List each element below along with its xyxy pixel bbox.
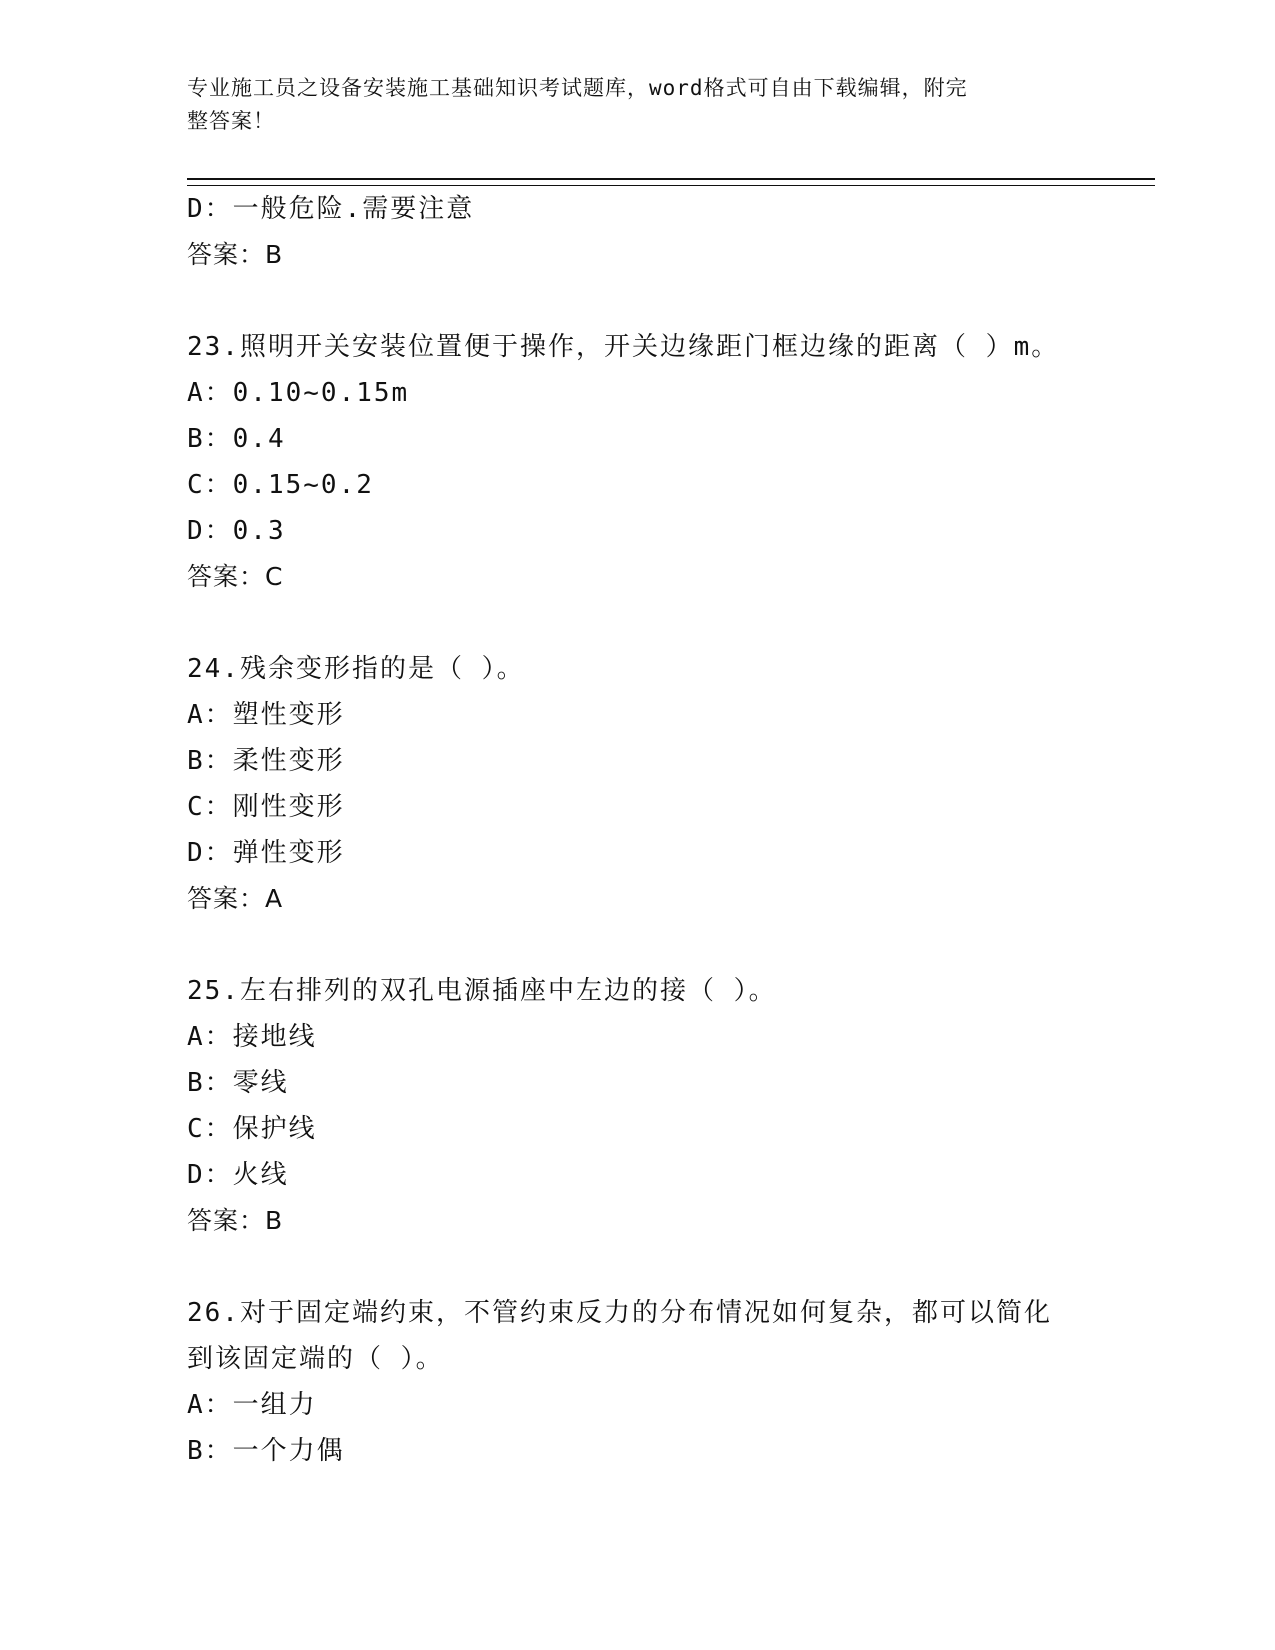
option-d: D：0.3 — [187, 516, 286, 546]
answer-line: 答案：B — [187, 1206, 284, 1235]
document-header — [187, 72, 1067, 138]
option-b: B：零线 — [187, 1068, 289, 1098]
option-a: A：塑性变形 — [187, 700, 345, 730]
question-26 — [187, 1290, 1155, 1474]
question-25 — [187, 968, 1155, 1244]
option-b: B：一个力偶 — [187, 1436, 345, 1466]
question-23 — [187, 324, 1155, 600]
option-a: A：接地线 — [187, 1022, 317, 1052]
option-c: C：保护线 — [187, 1114, 317, 1144]
option-d: D：弹性变形 — [187, 838, 345, 868]
question-text: 23.照明开关安装位置便于操作，开关边缘距门框边缘的距离（ ）m。 — [187, 332, 1060, 362]
option-b: B：柔性变形 — [187, 746, 345, 776]
question-text-line-2: 到该固定端的（ ）。 — [187, 1344, 444, 1374]
header-divider — [187, 178, 1155, 186]
question-text-line-1: 26.对于固定端约束，不管约束反力的分布情况如何复杂，都可以简化 — [187, 1298, 1052, 1328]
header-line-2: 整答案！ — [187, 109, 275, 133]
answer-line: 答案：A — [187, 884, 284, 913]
question-text: 24.残余变形指的是（ ）。 — [187, 654, 525, 684]
answer-line: 答案：B — [187, 240, 284, 269]
option-d: D：一般危险.需要注意 — [187, 194, 475, 224]
option-c: C：0.15~0.2 — [187, 470, 374, 500]
answer-line: 答案：C — [187, 562, 284, 591]
option-c: C：刚性变形 — [187, 792, 345, 822]
option-d: D：火线 — [187, 1160, 289, 1190]
option-a: A：0.10~0.15m — [187, 378, 410, 408]
question-list — [187, 186, 1155, 1474]
question-24 — [187, 646, 1155, 922]
question-text: 25.左右排列的双孔电源插座中左边的接（ ）。 — [187, 976, 777, 1006]
option-a: A：一组力 — [187, 1390, 317, 1420]
option-b: B：0.4 — [187, 424, 286, 454]
header-line-1: 专业施工员之设备安装施工基础知识考试题库，word格式可自由下载编辑，附完 — [187, 76, 968, 100]
